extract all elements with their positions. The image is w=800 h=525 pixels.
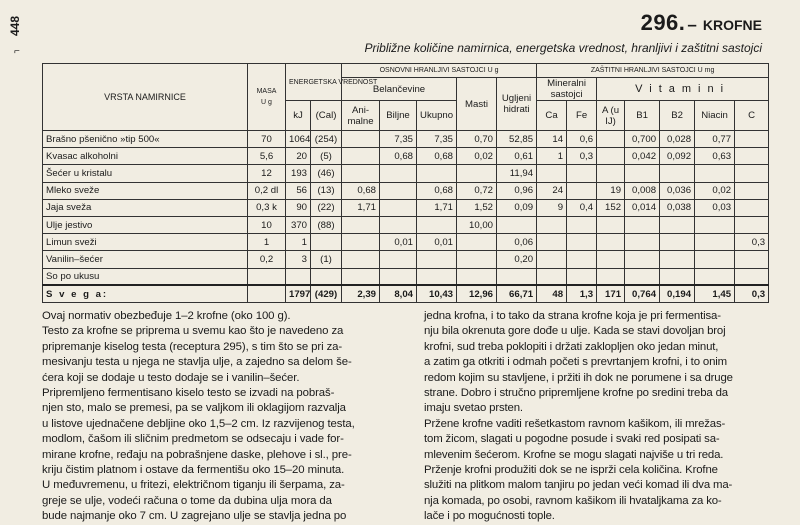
table-row [43,199,769,216]
cell-ca [537,268,567,285]
cell-animal [342,148,380,165]
cell-b1: 0,764 [625,285,660,302]
header-niacin: Niacin [695,101,735,131]
cell-name: Limun sveži [43,234,248,251]
body-text-left [42,309,412,525]
header-ca: Ca [537,101,567,131]
cell-cal: (5) [311,148,342,165]
cell-b2: 0,092 [660,148,695,165]
cell-mass [248,285,286,302]
cell-mass: 10 [248,216,286,233]
cell-niacin: 0,02 [695,182,735,199]
cell-fe [567,234,597,251]
cell-plant [380,251,417,268]
header-item: VRSTA NAMIRNICE [43,64,248,131]
text-line: mlevenim šećerom. Krofne se mogu slagati najviše u tri reda. [424,448,724,461]
cell-a: 19 [597,182,625,199]
text-line: ćera koji se dodaje u testo dodaje se i vanilin–šećer. [42,371,300,384]
cell-niacin [695,251,735,268]
table-row [43,131,769,148]
header-proteins: Belančevine [342,78,457,101]
cell-cal: (22) [311,199,342,216]
text-line: bude najmanje oko 7 cm. U zagrejano ulje se stavlja jedna po [42,510,347,523]
cell-cal: (46) [311,165,342,182]
cell-b2 [660,268,695,285]
text-line: a zatim ga otkriti i odmah početi s prevrtanjem krofni, i to onim [424,356,727,369]
cell-animal [342,234,380,251]
recipe-name: KROFNE [702,17,762,33]
cell-c [735,268,769,285]
cell-animal: 0,68 [342,182,380,199]
text-line: Ovaj normativ obezbeđuje 1–2 krofne (oko 100 g). [42,310,291,322]
cell-ca: 24 [537,182,567,199]
cell-b1: 0,008 [625,182,660,199]
text-line: modlom, čašom ili sličnim predmetom se odsecaju i vade for- [42,433,344,446]
cell-fe: 0,3 [567,148,597,165]
cell-niacin: 1,45 [695,285,735,302]
cell-b2 [660,216,695,233]
cell-b1 [625,165,660,182]
cell-fat: 0,70 [457,131,497,148]
cell-ca [537,251,567,268]
cell-animal [342,165,380,182]
cell-ca: 14 [537,131,567,148]
table-row [43,216,769,233]
cell-animal [342,251,380,268]
text-line: nju bila okrenuta gore dođe u ulje. Kada se stavi dovoljan broj [424,325,726,338]
cell-mass: 12 [248,165,286,182]
cell-ca [537,216,567,233]
cell-carb: 11,94 [497,165,537,182]
cell-carb: 66,71 [497,285,537,302]
title-dash: – [687,15,697,34]
text-line: Pržene krofne vaditi rešetkastom ravnom kašikom, ili mrežas- [424,417,726,430]
cell-niacin: 0,63 [695,148,735,165]
table-row [43,251,769,268]
cell-cal: (254) [311,131,342,148]
cell-fe: 1,3 [567,285,597,302]
cell-b2: 0,028 [660,131,695,148]
cell-plant [380,268,417,285]
cell-mass: 0,3 k [248,199,286,216]
cell-fe [567,268,597,285]
cell-total: 1,71 [417,199,457,216]
cell-fe [567,251,597,268]
cell-c [735,165,769,182]
cell-name: So po ukusu [43,268,248,285]
header-total: Ukupno [417,101,457,131]
cell-total: 0,01 [417,234,457,251]
header-energy: ENERGETSKA VREDNOST [286,64,342,101]
text-line: Prženje krofni produžiti dok se ne isprži cela količina. Krofne [424,464,718,477]
cell-ca: 48 [537,285,567,302]
text-line: lače i po mogućnosti tople. [424,510,555,523]
header-mass: MASA U g [248,64,286,131]
cell-total: 0,68 [417,148,457,165]
table-row [43,165,769,182]
table-body [43,131,769,303]
cell-total [417,268,457,285]
cell-kj [286,268,311,285]
cell-fe: 0,6 [567,131,597,148]
header-carbs: Ugljeni hidrati [497,78,537,131]
cell-mass: 0,2 [248,251,286,268]
cell-total [417,165,457,182]
text-line: Pripremljeno fermentisano kiselo testo se izvadi na pobraš- [42,387,335,400]
cell-plant [380,182,417,199]
text-line: u listove ujednačene debljine oko 1,5–2 cm. Iz razvijenog testa, [42,417,355,430]
cell-animal [342,216,380,233]
text-line: kriju čistim platnom i ostave da fermentišu oko 15–20 minuta. [42,464,345,477]
cell-total: 10,43 [417,285,457,302]
cell-plant: 0,01 [380,234,417,251]
cell-kj: 3 [286,251,311,268]
cell-animal [342,131,380,148]
text-line: strane. Dobro i stručno pripremljene krofne po sredini treba da [424,387,728,400]
cell-a [597,251,625,268]
table-row [43,148,769,165]
body-text-right [424,309,774,525]
text-line: pripremanje kiselog testa (receptura 295), s tim što se pri za- [42,340,343,353]
cell-mass [248,268,286,285]
cell-niacin [695,234,735,251]
text-line: služiti na plitkom malom tanjiru po jedan veći komad ili dva ma- [424,479,733,492]
cell-name: Jaja sveža [43,199,248,216]
cell-name: Šećer u kristalu [43,165,248,182]
cell-fe [567,165,597,182]
page-number-mark: ⌐ [14,46,20,57]
header-kj: kJ [286,101,311,131]
cell-mass: 70 [248,131,286,148]
header-minerals: Mineralni sastojci [537,78,597,101]
table-row [43,268,769,285]
header-vitamin-a: A (u IJ) [597,101,625,131]
cell-ca [537,165,567,182]
text-line: jedna krofna, i to tako da strana krofne koja je pri fermentisa- [424,310,721,322]
cell-plant: 0,68 [380,148,417,165]
cell-b1 [625,268,660,285]
text-line: nja komada, po osobi, ravnom kašikom ili hvataljkama za ko- [424,494,722,507]
table-row [43,182,769,199]
cell-b1: 0,042 [625,148,660,165]
cell-c [735,148,769,165]
header-vitamin-c: C [735,101,769,131]
cell-total [417,216,457,233]
header-cal: (Cal) [311,101,342,131]
cell-c [735,199,769,216]
cell-b2: 0,036 [660,182,695,199]
cell-c [735,182,769,199]
cell-fat [457,234,497,251]
cell-b1 [625,251,660,268]
cell-b1: 0,014 [625,199,660,216]
cell-niacin: 0,03 [695,199,735,216]
cell-niacin: 0,77 [695,131,735,148]
cell-a [597,148,625,165]
cell-kj: 193 [286,165,311,182]
cell-kj: 1064 [286,131,311,148]
cell-plant [380,216,417,233]
text-line: imaju svetao prsten. [424,402,523,415]
cell-name: Vanilin–šećer [43,251,248,268]
text-line: redom kojim su stavljene, i pržiti ih dok ne porumene i sa druge [424,371,733,384]
cell-carb [497,268,537,285]
text-line: Testo za krofne se priprema u svemu kao što je navedeno za [42,325,344,338]
cell-niacin [695,165,735,182]
cell-c [735,251,769,268]
recipe-number: 296. [640,10,686,35]
cell-b2: 0,038 [660,199,695,216]
cell-plant [380,199,417,216]
cell-plant: 7,35 [380,131,417,148]
cell-fat: 10,00 [457,216,497,233]
cell-name: Brašno pšenično »tip 500« [43,131,248,148]
cell-kj: 20 [286,148,311,165]
cell-total: 0,68 [417,182,457,199]
header-fe: Fe [567,101,597,131]
cell-c [735,216,769,233]
text-line: krofni, sud treba poklopiti i držati zaklopljen oko jedan minut, [424,340,719,353]
cell-fat: 12,96 [457,285,497,302]
cell-kj: 1797 [286,285,311,302]
cell-fat: 0,02 [457,148,497,165]
cell-name: Kvasac alkoholni [43,148,248,165]
text-line: greje se ulje, vodeći računa o tome da dubina ulja mora da [42,494,332,507]
cell-carb: 0,61 [497,148,537,165]
header-basic-nutrients: OSNOVNI HRANLJIVI SASTOJCI U g [342,64,537,78]
cell-cal: (88) [311,216,342,233]
header-plant: Biljne [380,101,417,131]
cell-fat [457,251,497,268]
cell-c [735,131,769,148]
cell-total: 7,35 [417,131,457,148]
cell-fe [567,216,597,233]
page-number: 448 [8,16,22,37]
cell-mass: 1 [248,234,286,251]
table-row-total [43,285,769,302]
cell-a [597,268,625,285]
cell-ca [537,234,567,251]
cell-carb: 0,06 [497,234,537,251]
cell-kj: 90 [286,199,311,216]
header-vitamins: Vitamini [597,78,769,101]
cell-carb: 0,09 [497,199,537,216]
cell-fat [457,268,497,285]
recipe-title [641,10,762,36]
cell-a [597,216,625,233]
cell-animal: 1,71 [342,199,380,216]
cell-cal: (1) [311,251,342,268]
cell-kj: 56 [286,182,311,199]
cell-name: Mleko sveže [43,182,248,199]
cell-a [597,165,625,182]
cell-kj: 370 [286,216,311,233]
header-protective-nutrients: ZAŠTITNI HRANLJIVI SASTOJCI U mg [537,64,769,78]
cell-a [597,234,625,251]
cell-name: Ulje jestivo [43,216,248,233]
cell-b2 [660,251,695,268]
cell-c: 0,3 [735,285,769,302]
cell-carb: 52,85 [497,131,537,148]
text-line: njen sto, malo se premesi, pa se valjkom ili oklagijom razvalja [42,402,346,415]
nutrition-table [42,63,769,303]
text-line: mesivanju testa u njega ne stavlja ulje, a zajedno sa delom še- [42,356,352,369]
cell-b2 [660,234,695,251]
table-subtitle: Približne količine namirnica, energetska vrednost, hranljivi i zaštitni sastojci [364,41,762,55]
cell-c: 0,3 [735,234,769,251]
cell-a: 152 [597,199,625,216]
cell-ca: 1 [537,148,567,165]
cell-animal [342,268,380,285]
cell-cal [311,234,342,251]
cell-b2: 0,194 [660,285,695,302]
cell-b1 [625,234,660,251]
cell-fat [457,165,497,182]
cell-ca: 9 [537,199,567,216]
cell-niacin [695,216,735,233]
table-row [43,234,769,251]
cell-carb [497,216,537,233]
cell-carb: 0,96 [497,182,537,199]
text-line: tom žicom, slagati u pogodne posude i svaki red posipati sa- [424,433,720,446]
header-b1: B1 [625,101,660,131]
cell-fat: 1,52 [457,199,497,216]
cell-cal: (429) [311,285,342,302]
cell-mass: 5,6 [248,148,286,165]
header-b2: B2 [660,101,695,131]
cell-fat: 0,72 [457,182,497,199]
cell-name: S v e g a: [43,285,248,302]
cell-cal [311,268,342,285]
cell-niacin [695,268,735,285]
header-fats: Masti [457,78,497,131]
cell-total [417,251,457,268]
cell-animal: 2,39 [342,285,380,302]
cell-a [597,131,625,148]
cell-fe: 0,4 [567,199,597,216]
cell-carb: 0,20 [497,251,537,268]
cell-a: 171 [597,285,625,302]
text-line: mirane krofne, ređaju na pobrašnjene daske, plehove i sl., pre- [42,448,352,461]
cell-fe [567,182,597,199]
header-animal: Ani-malne [342,101,380,131]
cell-b1 [625,216,660,233]
cell-kj: 1 [286,234,311,251]
cell-cal: (13) [311,182,342,199]
cell-plant [380,165,417,182]
cell-mass: 0,2 dl [248,182,286,199]
cell-b1: 0,700 [625,131,660,148]
text-line: U međuvremenu, u fritezi, električnom tiganju ili šerpama, za- [42,479,345,492]
cell-b2 [660,165,695,182]
cell-plant: 8,04 [380,285,417,302]
